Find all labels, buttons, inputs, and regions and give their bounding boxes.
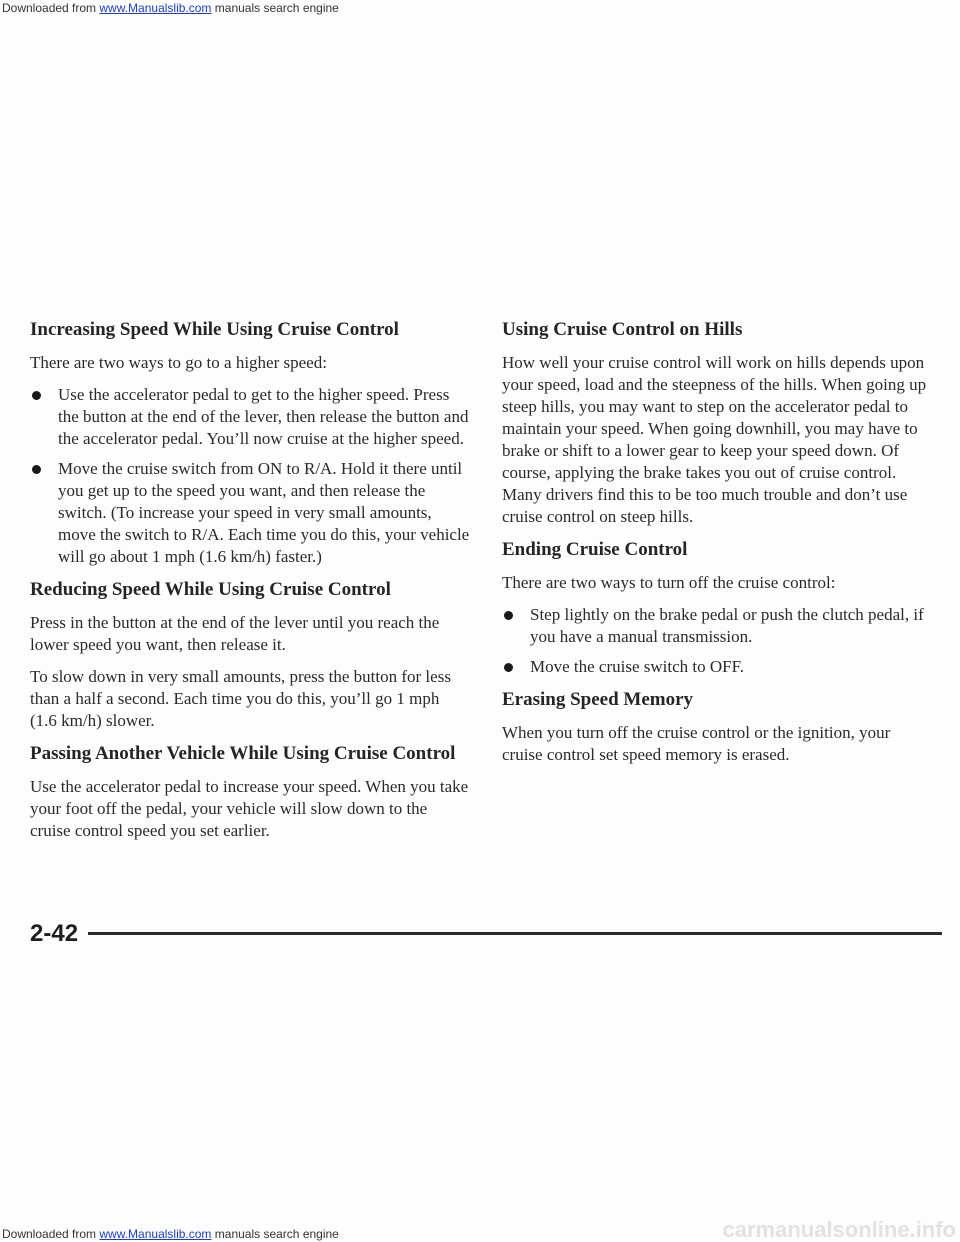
ending-cruise-intro: There are two ways to turn off the cruise control: — [502, 573, 836, 592]
manualslib-link[interactable]: www.Manualslib.com — [99, 1227, 212, 1241]
list-item — [502, 656, 932, 678]
heading-ending-cruise: Ending Cruise Control — [502, 539, 688, 560]
manualslib-link[interactable]: www.Manualslib.com — [99, 1, 212, 15]
list-item — [502, 604, 932, 648]
cruise-on-hills-paragraph: How well your cruise control will work on hills depends upon your speed, load and the steepness of the hills. When going up steep hills, you may want to step on the accelerator pedal to maintain your speed. When going downhill, you may have to brake or shift to a lower gear to keep your speed down. Of course, applying the brake takes you out of cruise control. Many drivers find this to be too much trouble and don’t use cruise control on steep hills. — [502, 353, 927, 526]
bullet-icon — [32, 465, 41, 474]
reducing-speed-paragraph-1: Press in the button at the end of the lever until you reach the lower speed you want, then release it. — [30, 613, 440, 654]
list-item-text: Move the cruise switch to OFF. — [530, 657, 744, 676]
banner-suffix: manuals search engine — [211, 1227, 339, 1241]
bullet-icon — [504, 663, 513, 672]
passing-vehicle-paragraph: Use the accelerator pedal to increase your speed. When you take your foot off the pedal, your vehicle will slow down to the cruise control speed you set earlier. — [30, 777, 469, 840]
banner-prefix: Downloaded from — [2, 1227, 100, 1241]
increasing-speed-intro: There are two ways to go to a higher speed: — [30, 353, 327, 372]
page-number: 2-42 — [30, 920, 79, 947]
heading-cruise-on-hills: Using Cruise Control on Hills — [502, 319, 743, 340]
list-item-text: Step lightly on the brake pedal or push the clutch pedal, if you have a manual transmission. — [530, 605, 924, 646]
erasing-memory-paragraph: When you turn off the cruise control or the ignition, your cruise control set speed memory is erased. — [502, 723, 891, 764]
right-column — [502, 318, 932, 776]
list-item-text: Move the cruise switch from ON to R/A. Hold it there until you get up to the speed you want, and then release the switch. (To increase your speed in very small amounts, move the switch to R/A. Each time you do this, your vehicle will go about 1 mph (1.6 km/h) faster.) — [58, 459, 470, 566]
heading-reducing-speed: Reducing Speed While Using Cruise Control — [30, 579, 391, 600]
list-item — [30, 384, 470, 450]
list-item-text: Use the accelerator pedal to get to the higher speed. Press the button at the end of the lever, then release the button and the accelerator pedal. You’ll now cruise at the higher speed. — [58, 385, 469, 448]
bullet-icon — [504, 611, 513, 620]
left-column — [30, 318, 470, 852]
heading-passing-vehicle: Passing Another Vehicle While Using Cruise Control — [30, 743, 456, 764]
watermark: carmanualsonline.info — [722, 1217, 956, 1242]
download-banner — [0, 0, 960, 16]
footer-rule — [88, 932, 942, 935]
bullet-icon — [32, 391, 41, 400]
banner-suffix: manuals search engine — [211, 1, 339, 15]
reducing-speed-paragraph-2: To slow down in very small amounts, press the button for less than a half a second. Each time you do this, you’ll go 1 mph (1.6 km/h) slower. — [30, 667, 451, 730]
page-footer — [30, 919, 942, 949]
increasing-speed-list — [30, 384, 470, 568]
list-item — [30, 458, 470, 568]
ending-cruise-list — [502, 604, 932, 678]
banner-prefix: Downloaded from — [2, 1, 100, 15]
heading-increasing-speed: Increasing Speed While Using Cruise Control — [30, 319, 399, 340]
heading-erasing-memory: Erasing Speed Memory — [502, 689, 694, 710]
